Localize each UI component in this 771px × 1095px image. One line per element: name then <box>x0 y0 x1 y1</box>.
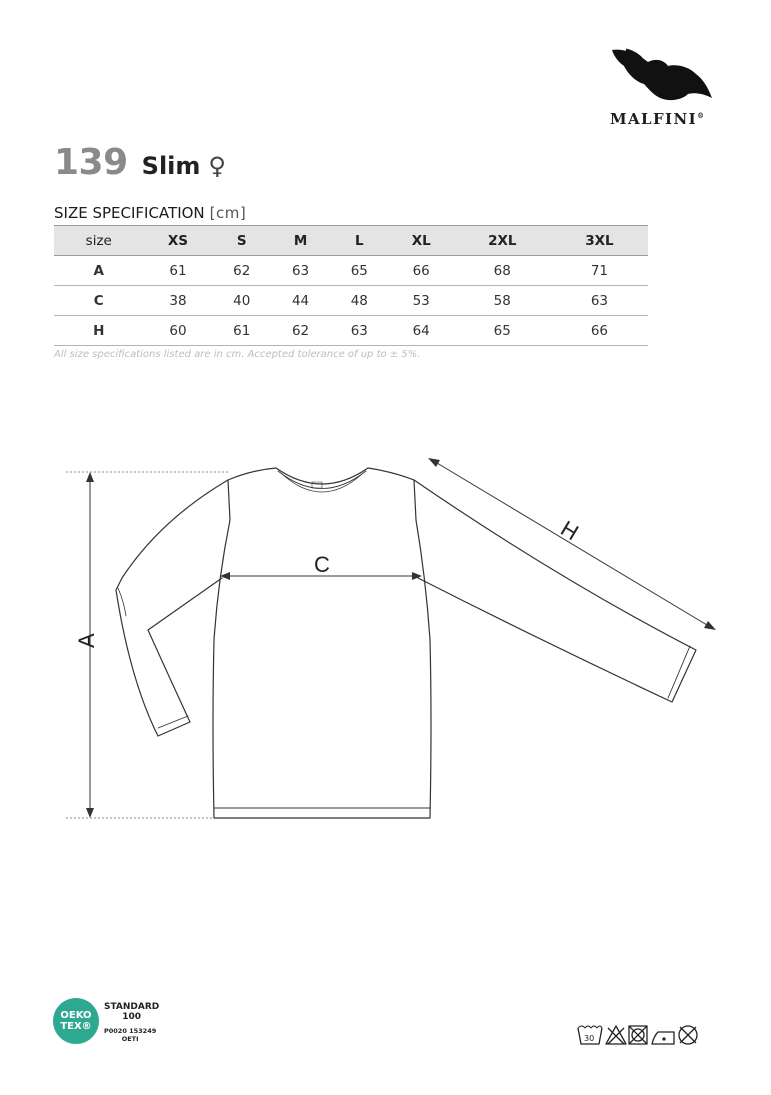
registered-mark: ® <box>696 111 706 120</box>
cert-institute: OETI <box>121 1035 139 1043</box>
table-cell: 63 <box>350 322 368 339</box>
size-spec-unit: [cm] <box>209 204 247 222</box>
oeko-badge-line2: TEX® <box>60 1021 92 1032</box>
standard-line2: 100 <box>122 1012 142 1022</box>
brand-name: MALFINI <box>610 110 697 128</box>
size-table <box>54 225 648 346</box>
table-cell: 61 <box>233 322 251 339</box>
oeko-badge-line1: OEKO <box>60 1010 92 1021</box>
oeko-standard <box>104 1002 159 1022</box>
cert-number: P0020 153249 <box>104 1027 157 1035</box>
brand-logo <box>604 44 734 130</box>
wash-temperature: 30 <box>584 1034 595 1043</box>
product-title <box>54 142 226 183</box>
table-cell: 63 <box>590 292 608 309</box>
wash-30-icon <box>578 1026 602 1044</box>
table-row <box>54 316 648 346</box>
column-header: size <box>85 232 112 249</box>
eagle-icon <box>604 44 714 106</box>
table-cell: 61 <box>169 262 187 279</box>
size-spec-heading <box>54 204 246 222</box>
column-header: L <box>355 232 364 249</box>
no-bleach-icon <box>606 1026 626 1044</box>
row-label: H <box>93 322 105 339</box>
label-c: C <box>314 552 330 577</box>
no-dry-clean-icon <box>679 1026 697 1044</box>
table-cell: 63 <box>291 262 310 279</box>
column-header: M <box>293 232 308 249</box>
table-row <box>54 286 648 316</box>
care-icons <box>576 1022 720 1048</box>
row-label: A <box>93 262 104 279</box>
table-cell: 62 <box>291 322 310 339</box>
column-header: XS <box>167 232 189 249</box>
shirt-outline <box>116 468 696 818</box>
oeko-certificate <box>104 1027 156 1043</box>
table-cell: 62 <box>233 262 251 279</box>
tolerance-note: All size specifications listed are in cm. Accepted tolerance of up to ± 5%. <box>54 349 421 360</box>
table-header-row <box>54 226 648 256</box>
table-cell: 40 <box>233 292 251 309</box>
table-cell: 65 <box>493 322 511 339</box>
table-cell: 71 <box>590 262 608 279</box>
table-cell: 58 <box>493 292 511 309</box>
model-number: 139 <box>54 142 128 183</box>
column-header: 2XL <box>488 232 517 249</box>
garment-diagram <box>0 430 771 850</box>
column-header: S <box>236 232 247 249</box>
column-header: XL <box>411 232 431 249</box>
oeko-tex-badge <box>53 998 99 1044</box>
row-label: C <box>93 292 104 309</box>
table-cell: 66 <box>412 262 430 279</box>
label-h: H <box>556 515 583 546</box>
table-cell: 68 <box>493 262 511 279</box>
table-row <box>54 256 648 286</box>
standard-line1: STANDARD <box>104 1002 160 1012</box>
size-spec-title: SIZE SPECIFICATION <box>54 204 205 222</box>
table-cell: 38 <box>169 292 187 309</box>
table-cell: 65 <box>350 262 368 279</box>
iron-low-icon <box>652 1032 674 1044</box>
table-cell: 60 <box>169 322 187 339</box>
model-name: Slim <box>141 152 201 180</box>
table-cell: 44 <box>291 292 310 309</box>
table-cell: 53 <box>412 292 430 309</box>
no-tumble-dry-icon <box>629 1026 647 1044</box>
column-header: 3XL <box>585 232 614 249</box>
label-a: A <box>74 633 99 648</box>
table-cell: 66 <box>590 322 608 339</box>
table-cell: 64 <box>412 322 430 339</box>
table-cell: 48 <box>350 292 368 309</box>
female-icon: ♀ <box>208 152 226 180</box>
